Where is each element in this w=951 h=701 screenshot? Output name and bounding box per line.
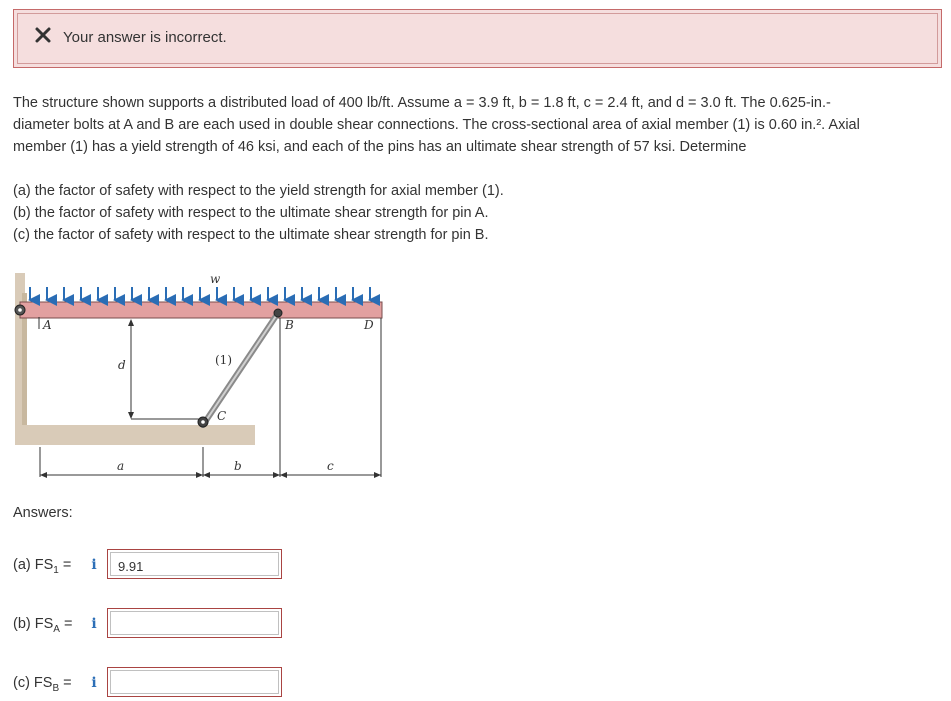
feedback-message: Your answer is incorrect.: [63, 29, 227, 46]
dim-b-label: b: [234, 459, 242, 473]
part-c: (c) the factor of safety with respect to the ultimate shear strength for pin B.: [13, 227, 489, 243]
load-label: w: [210, 272, 221, 286]
answer-label-a: [13, 557, 71, 576]
dim-c-label: c: [327, 459, 334, 473]
incorrect-x-icon: [32, 24, 54, 46]
problem-parts: [13, 180, 923, 246]
structure-figure: [10, 265, 390, 490]
pin-c-center: [201, 420, 205, 424]
member-label: (1): [215, 353, 232, 367]
pin-b: [274, 309, 282, 317]
dim-b-arrow-right: [273, 472, 280, 478]
answer-label-b-prefix: (b) FS: [13, 616, 54, 632]
answer-label-a-sub: 1: [53, 564, 59, 576]
answer-input-b[interactable]: [107, 608, 282, 638]
answer-label-c-suffix: =: [59, 675, 72, 691]
answer-input-c-value[interactable]: [110, 670, 279, 694]
answer-label-c-sub: B: [52, 682, 60, 694]
dim-b-arrow-left: [203, 472, 210, 478]
answer-label-a-suffix: =: [58, 557, 72, 573]
part-b: (b) the factor of safety with respect to the ultimate shear strength for pin A.: [13, 205, 489, 221]
distributed-load-arrows: [30, 287, 370, 300]
label-c: C: [217, 409, 227, 423]
dim-d-arrow-bottom: [128, 412, 134, 419]
answer-label-b-sub: A: [53, 623, 60, 635]
dim-c-arrow-right: [374, 472, 381, 478]
dim-a-label: a: [117, 459, 125, 473]
answer-label-c: [13, 675, 72, 694]
answers-title: Answers:: [13, 505, 73, 521]
answer-input-a-value[interactable]: 9.91: [110, 552, 279, 576]
part-a: (a) the factor of safety with respect to the yield strength for axial member (1).: [13, 183, 504, 199]
problem-line-2: diameter bolts at A and B are each used in double shear connections. The cross-sectional area of axial member (1) is 0.60 in.². Axial: [13, 117, 860, 133]
info-icon[interactable]: i: [83, 672, 105, 694]
label-b: B: [285, 318, 294, 332]
floor-base: [15, 425, 255, 445]
dim-a-arrow-left: [40, 472, 47, 478]
problem-line-3: member (1) has a yield strength of 46 ksi, and each of the pins has an ultimate shear strength of 57 ksi. Determine: [13, 139, 747, 155]
answer-label-c-prefix: (c) FS: [13, 675, 53, 691]
answer-input-c[interactable]: [107, 667, 282, 697]
answer-input-b-value[interactable]: [110, 611, 279, 635]
dim-c-arrow-left: [280, 472, 287, 478]
beam: [20, 302, 382, 318]
answer-input-a[interactable]: [107, 549, 282, 579]
answer-label-b: [13, 616, 72, 635]
label-a: A: [43, 318, 52, 332]
label-d: D: [364, 318, 374, 332]
problem-line-1: The structure shown supports a distributed load of 400 lb/ft. Assume a = 3.9 ft, b = 1.8 ft, c = 2.4 ft, and d = 3.0 ft. The 0.625-in.-: [13, 95, 831, 111]
feedback-alert: [13, 9, 942, 68]
dim-d-arrow-top: [128, 319, 134, 326]
answer-label-a-prefix: (a) FS: [13, 557, 54, 573]
pin-a-center: [18, 308, 22, 312]
axial-member-highlight: [203, 313, 278, 425]
info-icon[interactable]: i: [83, 554, 105, 576]
info-icon[interactable]: i: [83, 613, 105, 635]
problem-statement: [13, 92, 923, 158]
dim-a-arrow-right: [196, 472, 203, 478]
dim-d-label: d: [118, 358, 126, 372]
answer-label-b-suffix: =: [59, 616, 73, 632]
